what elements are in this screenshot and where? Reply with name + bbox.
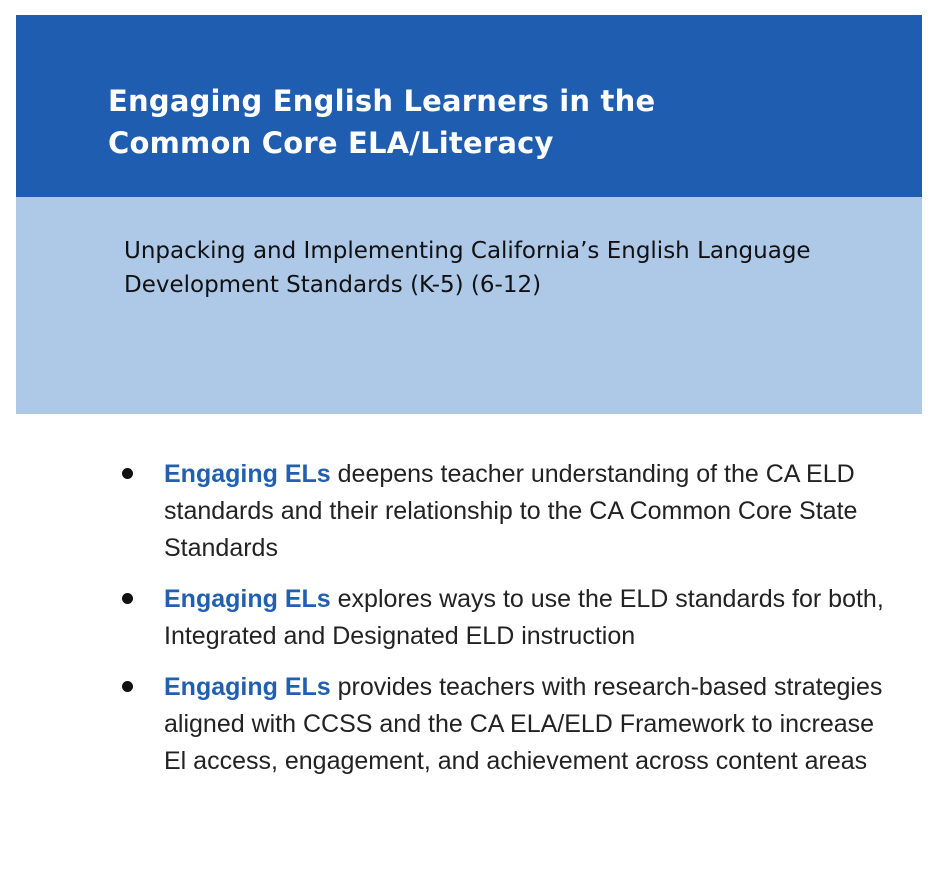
list-item-text: deepens teacher understanding of the CA ELD standards and their relationship to the CA Common Core State Standards bbox=[164, 460, 858, 562]
list-item-text: explores ways to use the ELD standards for both, Integrated and Designated ELD instruction bbox=[164, 585, 884, 650]
subtitle-band bbox=[16, 197, 922, 414]
list-item bbox=[118, 456, 898, 567]
list-item-lead: Engaging ELs bbox=[164, 585, 331, 613]
bullet-dot-icon bbox=[122, 468, 133, 479]
list-item bbox=[118, 669, 898, 780]
page-title: Engaging English Learners in the Common Core ELA/Literacy bbox=[108, 84, 656, 160]
subtitle: Unpacking and Implementing California’s English Language Development Standards (K-5) (6-12) bbox=[124, 238, 811, 298]
list-item bbox=[118, 581, 898, 655]
bullet-dot-icon bbox=[122, 593, 133, 604]
list-item-lead: Engaging ELs bbox=[164, 460, 331, 488]
bullet-dot-icon bbox=[122, 681, 133, 692]
list-item-lead: Engaging ELs bbox=[164, 673, 331, 701]
list-item-text: provides teachers with research-based strategies aligned with CCSS and the CA ELA/ELD Framework to increase El access, engagement, and achievement across content areas bbox=[164, 673, 883, 775]
feature-list bbox=[118, 456, 898, 794]
